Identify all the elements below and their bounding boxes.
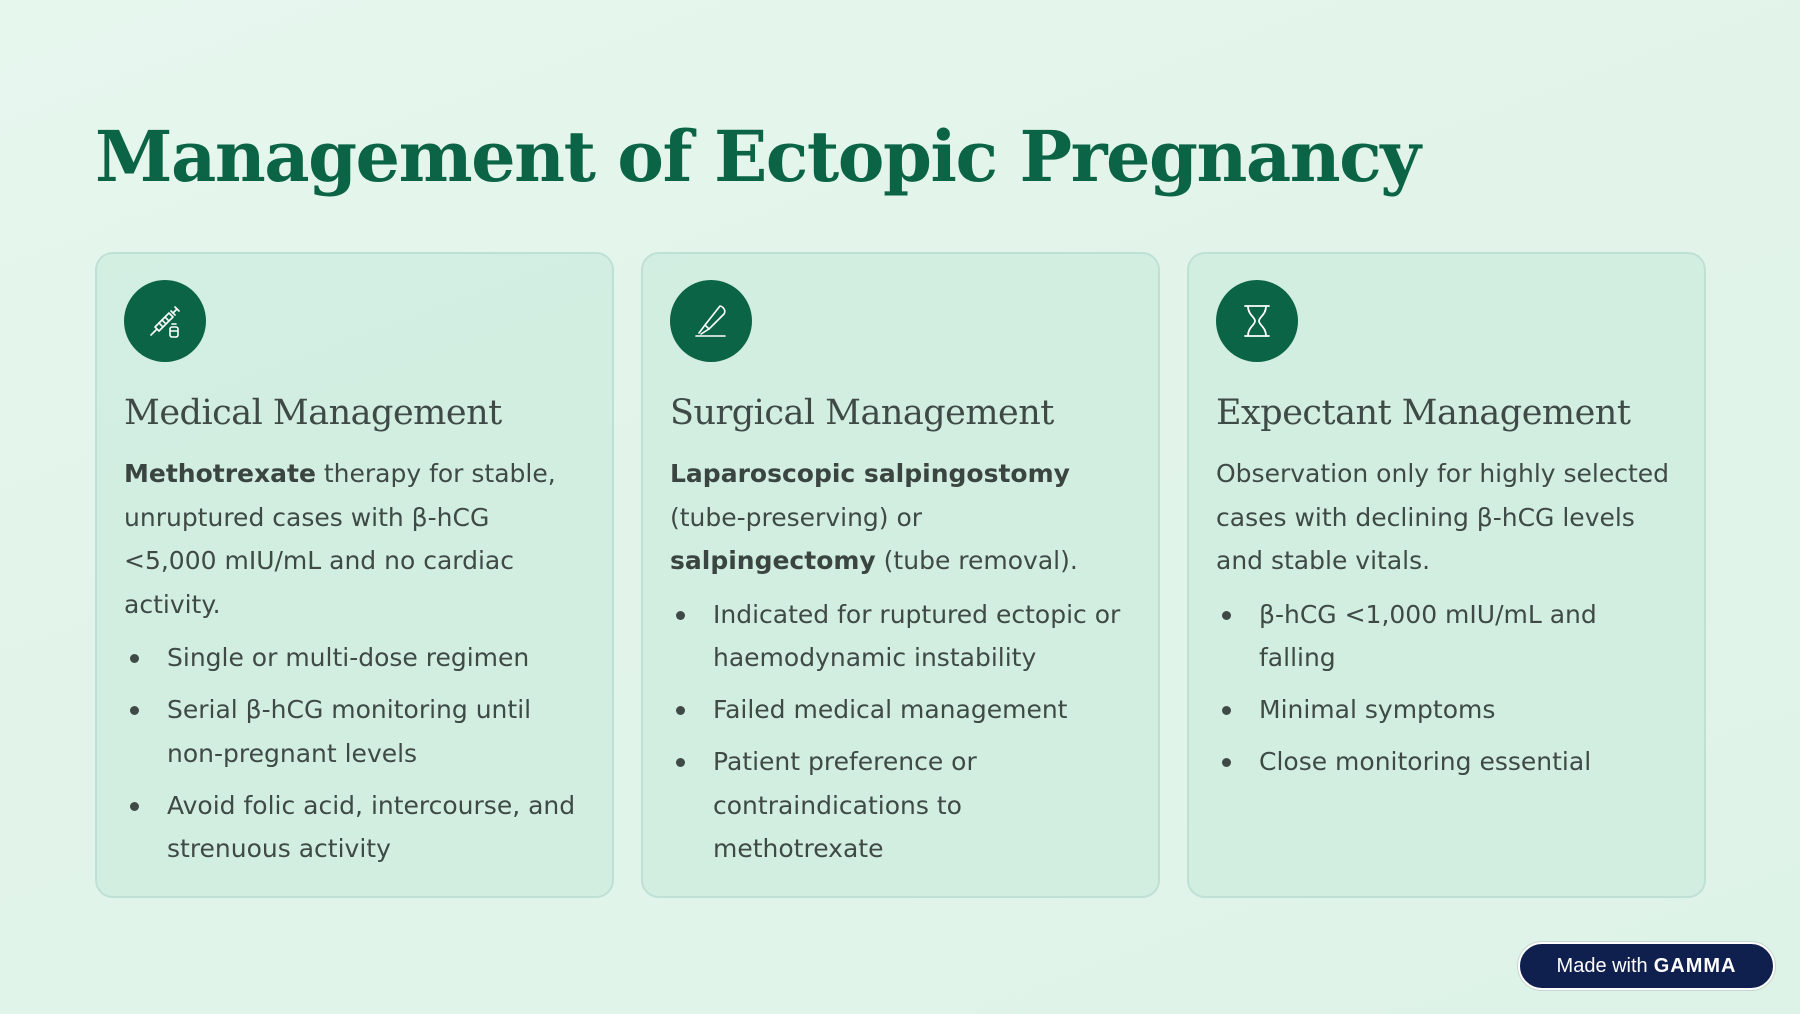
- list-item: Failed medical management: [670, 688, 1132, 732]
- card-intro-text: (tube removal).: [875, 546, 1078, 575]
- card-title: Medical Management: [124, 393, 502, 433]
- badge-prefix: Made with: [1556, 954, 1648, 977]
- bullet-list: [1216, 593, 1678, 784]
- card-intro: [670, 452, 1132, 583]
- list-item: Serial β-hCG monitoring until non-pregnant levels: [124, 688, 586, 775]
- card-surgical-management: [641, 252, 1160, 898]
- gamma-logo: GAMMA: [1653, 954, 1737, 977]
- slide-title: Management of Ectopic Pregnancy: [95, 115, 1420, 198]
- bullet-list: [124, 636, 586, 871]
- card-medical-management: [95, 252, 614, 898]
- list-item: Patient preference or contraindications to methotrexate: [670, 740, 1132, 871]
- list-item: Single or multi-dose regimen: [124, 636, 586, 680]
- scalpel-icon: [670, 280, 752, 362]
- bullet-list: [670, 593, 1132, 871]
- card-intro: [124, 452, 586, 626]
- card-intro-bold: Methotrexate: [124, 459, 316, 488]
- card-title: Expectant Management: [1216, 393, 1631, 433]
- management-cards: [95, 252, 1706, 898]
- list-item: β-hCG <1,000 mIU/mL and falling: [1216, 593, 1678, 680]
- list-item: Indicated for ruptured ectopic or haemodynamic instability: [670, 593, 1132, 680]
- list-item: Avoid folic acid, intercourse, and strenuous activity: [124, 784, 586, 871]
- card-intro: Observation only for highly selected cases with declining β-hCG levels and stable vitals.: [1216, 459, 1670, 575]
- card-intro-bold: salpingectomy: [670, 546, 876, 575]
- card-intro-text: therapy for stable, unruptured cases with β-hCG <5,000 mIU/mL and no cardiac activity.: [124, 459, 556, 619]
- list-item: Close monitoring essential: [1216, 740, 1678, 784]
- made-with-gamma-badge[interactable]: [1518, 942, 1775, 990]
- syringe-icon: [124, 280, 206, 362]
- card-expectant-management: [1187, 252, 1706, 898]
- card-intro-bold: Laparoscopic salpingostomy: [670, 459, 1070, 488]
- card-intro-text: (tube-preserving) or: [670, 502, 923, 532]
- card-title: Surgical Management: [670, 393, 1054, 433]
- list-item: Minimal symptoms: [1216, 688, 1678, 732]
- hourglass-icon: [1216, 280, 1298, 362]
